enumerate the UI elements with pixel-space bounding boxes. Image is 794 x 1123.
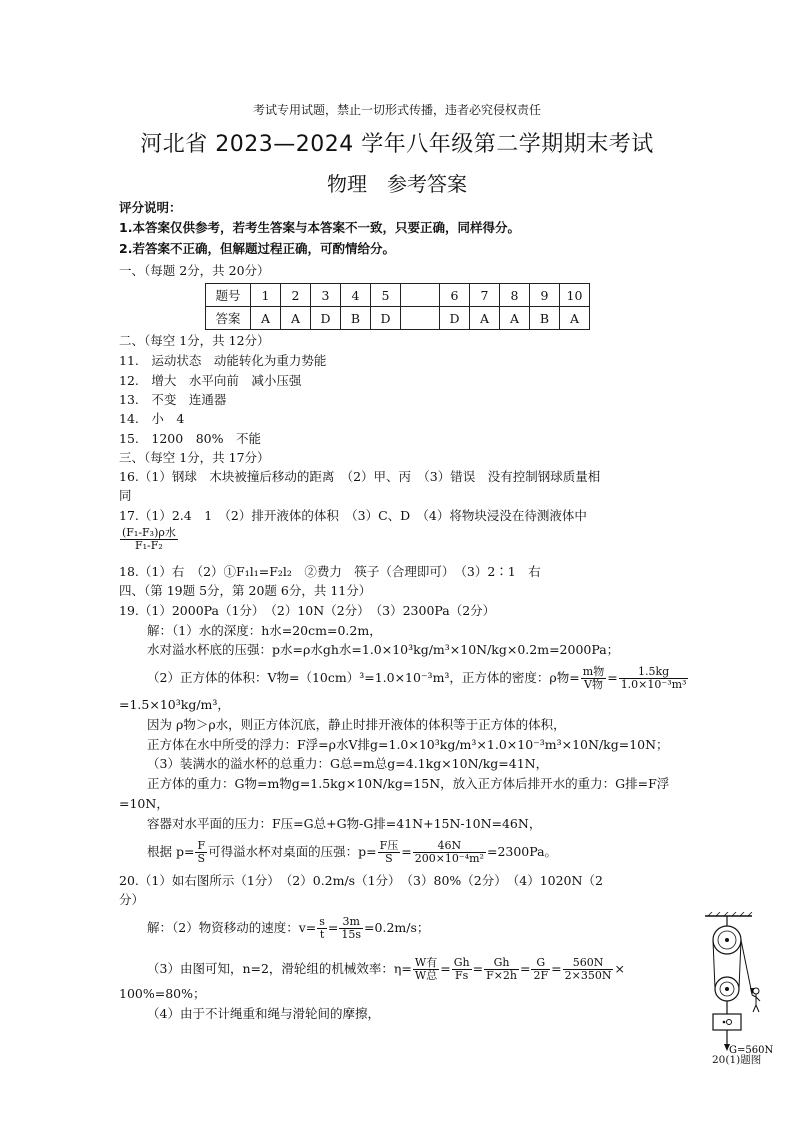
table-cell: D	[440, 307, 470, 330]
fraction: $\frac{\text{m物}}{\text{V物}}$	[582, 665, 605, 691]
solution-line: （3）装满水的溢水杯的总重力：G总=m总g=4.1kg×10N/kg=41N，	[147, 756, 549, 771]
fraction: $\frac{s}{t}$	[319, 915, 325, 941]
page-subtitle: 物理 参考答案	[327, 172, 467, 196]
answer-q11: 11. 运动状态 动能转化为重力势能	[119, 353, 327, 368]
solution-line: （2）正方体的体积：V物=（10cm）³=1.0×10⁻³m³，正方体的密度：ρ物= $\frac{\text{m物}}{\text{V物}}$ = $\frac{1.5kg}{\text{1.0×10⁻³m³}}$	[147, 665, 687, 691]
table-cell: A	[560, 307, 590, 330]
solution-line: 根据 p= $\frac{F}{S}$ 可得溢水杯对桌面的压强：p= $\frac{\text{F压}}{S}$ = $\frac{46N}{\text{200×10⁻⁴m²}}$ =2300Pa。	[147, 839, 558, 865]
table-cell: 4	[341, 284, 371, 307]
table-cell: 3	[311, 284, 341, 307]
answer-q20: 20.（1）如右图所示（1分） （2）0.2m/s（1分） （3）80%（2分） （4）1020N（2	[119, 873, 603, 888]
fraction: $\frac{F}{S}$	[197, 839, 206, 865]
note-1: 1.本答案仅供参考，若考生答案与本答案不一致，只要正确，同样得分。	[119, 220, 520, 235]
solution-line: （4）由于不计绳重和绳与滑轮间的摩擦，	[147, 1006, 380, 1021]
answer-q20-cont: 分）	[119, 892, 145, 907]
note-2: 2.若答案不正确，但解题过程正确，可酌情给分。	[119, 241, 395, 256]
solution-line: 100%=80%；	[119, 986, 206, 1001]
table-cell: 2	[281, 284, 311, 307]
section-3-heading: 三、（每空 1分，共 17分）	[119, 450, 270, 465]
force-label: G=560N	[729, 1045, 774, 1056]
table-cell: D	[311, 307, 341, 330]
answer-q19: 19.（1）2000Pa（1分） （2）10N（2分） （3）2300Pa（2分）	[119, 603, 496, 618]
table-gap-cell	[401, 307, 440, 330]
section-2-heading: 二、（每空 1分，共 12分）	[119, 333, 270, 348]
answer-q17-formula	[119, 527, 179, 552]
fraction: $\frac{Gh}{Fs}$	[453, 956, 470, 982]
notes-heading: 评分说明：	[119, 200, 182, 215]
table-cell: D	[371, 307, 401, 330]
fraction: $\frac{\text{F压}}{S}$	[379, 839, 399, 865]
question-number-row	[206, 284, 590, 307]
solution-line: 正方体在水中所受的浮力：F浮=ρ水V排g=1.0×10³kg/m³×1.0×10⁻³m³×10N/kg=10N；	[147, 737, 669, 752]
row-label-question: 题号	[206, 284, 251, 307]
table-cell: B	[341, 307, 371, 330]
answer-q16: 16.（1）钢球 木块被撞后移动的距离 （2）甲、丙 （3）错误 没有控制钢球质量相	[119, 469, 601, 484]
table-cell: 5	[371, 284, 401, 307]
answer-row	[206, 307, 590, 330]
answer-q18: 18.（1）右 （2）①F₁l₁=F₂l₂ ②费力 筷子（合理即可） （3）2∶1 右	[119, 564, 541, 579]
answer-table	[205, 283, 590, 330]
solution-line: 解：（2）物资移动的速度：v= $\frac{s}{t}$ = $\frac{3m}{15s}$ =0.2m/s；	[147, 915, 430, 941]
solution-line: 因为 ρ物＞ρ水，则正方体沉底，静止时排开液体的体积等于正方体的体积，	[147, 717, 566, 732]
solution-line: 解：（1）水的深度：h水=20cm=0.2m，	[147, 623, 382, 638]
table-cell: 6	[440, 284, 470, 307]
answer-q12: 12. 增大 水平向前 减小压强	[119, 373, 302, 388]
pulley-diagram	[700, 912, 780, 1062]
fraction: $\frac{G}{2F}$	[533, 956, 549, 982]
section-4-heading: 四、（第 19题 5分，第 20题 6分，共 11分）	[119, 583, 372, 598]
fraction: $\frac{560N}{2\times 350N}$	[564, 956, 612, 982]
answer-q14: 14. 小 4	[119, 411, 185, 426]
table-cell: A	[281, 307, 311, 330]
solution-line: 容器对水平面的压力：F压=G总+G物-G排=41N+15N-10N=46N，	[147, 816, 542, 831]
answer-q13: 13. 不变 连通器	[119, 392, 227, 407]
solution-line: （3）由图可知，n=2，滑轮组的机械效率：η= $\frac{\text{W有}}{\text{W总}}$ = $\frac{Gh}{Fs}$ = $\frac{Gh}{F\times 2h}$ = $\frac{G}{2F}$ = $\frac{560N}{2\times 350N}$ ×	[147, 956, 625, 982]
table-cell: 7	[470, 284, 500, 307]
table-gap-cell	[401, 284, 440, 307]
fraction: $\frac{\text{(F₁-F₃)ρ水}}{\text{F₁-F₂}}$	[122, 526, 176, 552]
solution-line: =10N，	[119, 796, 169, 811]
table-cell: B	[530, 307, 560, 330]
fraction: $\frac{1.5kg}{\text{1.0×10⁻³m³}}$	[620, 665, 687, 691]
table-cell: A	[470, 307, 500, 330]
table-cell: 9	[530, 284, 560, 307]
person-icon	[752, 988, 760, 1012]
page-title: 河北省 2023—2024 学年八年级第二学期期末考试	[140, 132, 654, 157]
table-cell: 1	[251, 284, 281, 307]
fraction: $\frac{3m}{15s}$	[341, 915, 362, 941]
exam-warning: 考试专用试题，禁止一切形式传播，违者必究侵权责任	[252, 103, 541, 117]
row-label-answer: 答案	[206, 307, 251, 330]
figure-caption: 20(1)题图	[712, 1054, 762, 1066]
solution-line: 水对溢水杯底的压强：p水=ρ水gh水=1.0×10³kg/m³×10N/kg×0.2m=2000Pa；	[147, 642, 620, 657]
answer-q16-cont: 同	[119, 488, 132, 503]
fraction: $\frac{\text{W有}}{\text{W总}}$	[414, 956, 438, 982]
solution-line: 正方体的重力：G物=m物g=1.5kg×10N/kg=15N，放入正方体后排开水的重力：G排=F浮	[147, 776, 670, 791]
table-cell: 8	[500, 284, 530, 307]
answer-q17: 17.（1）2.4 1 （2）排开液体的体积 （3）C、D （4）将物块浸没在待测液体中	[119, 508, 587, 523]
section-1-heading: 一、（每题 2分，共 20分）	[119, 263, 270, 278]
answer-q15: 15. 1200 80% 不能	[119, 431, 261, 446]
table-cell: A	[500, 307, 530, 330]
fraction: $\frac{Gh}{F\times 2h}$	[486, 956, 517, 982]
fraction: $\frac{46N}{\text{200×10⁻⁴m²}}$	[414, 839, 484, 865]
table-cell: 10	[560, 284, 590, 307]
table-cell: A	[251, 307, 281, 330]
solution-line: =1.5×10³kg/m³，	[119, 697, 230, 712]
